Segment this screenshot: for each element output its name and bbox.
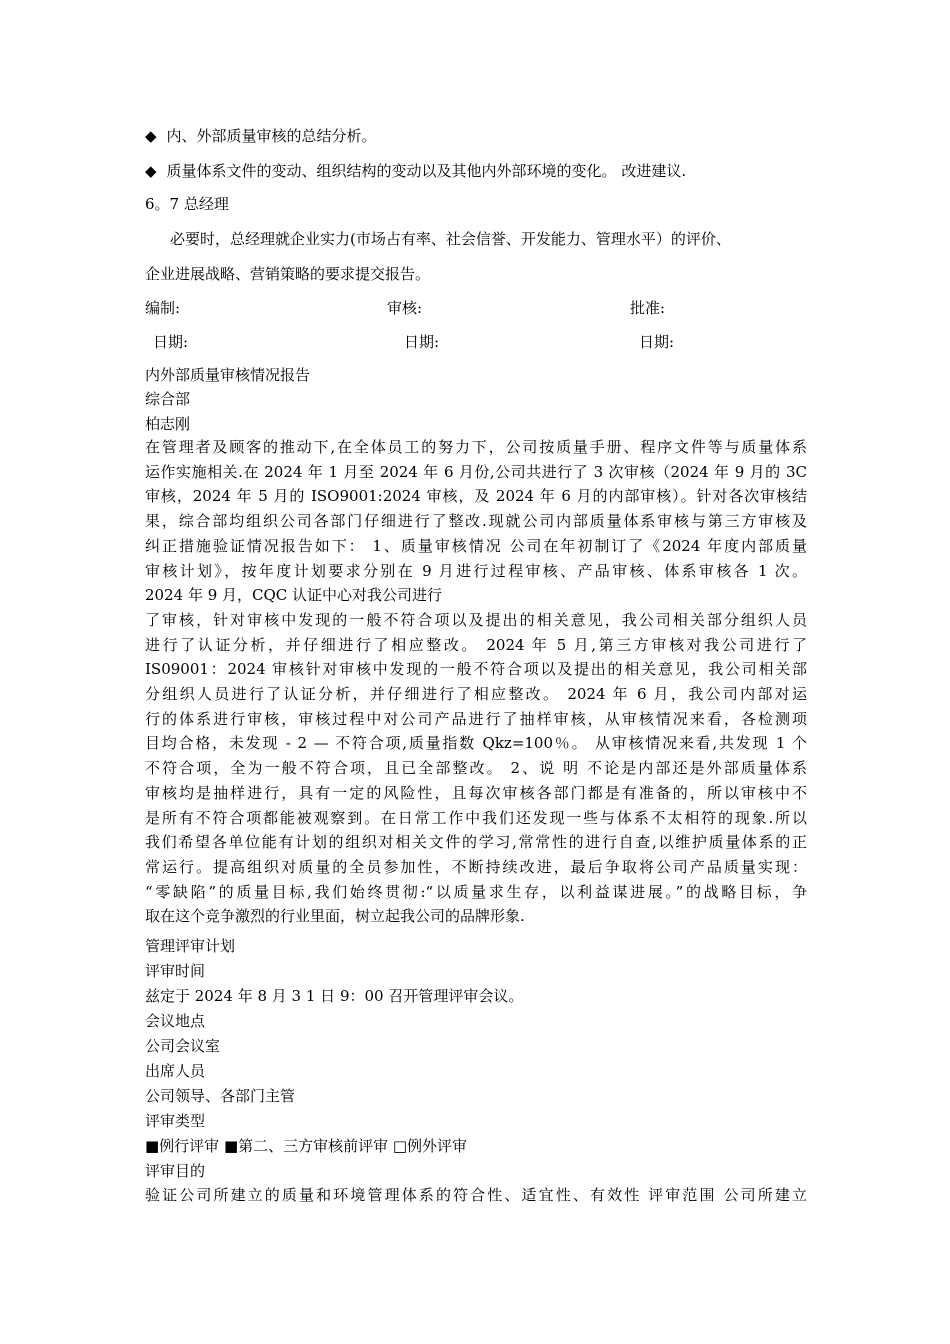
report-body-line: “零缺陷”的质量目标,我们始终贯彻:“以质量求生存，以利益谋进展。”的战略目标，争 bbox=[145, 882, 807, 901]
review-purpose-block bbox=[145, 1183, 807, 1208]
report-title: 内外部质量审核情况报告 bbox=[145, 366, 311, 384]
report-body-line: 2024 年 9 月，CQC 认证中心对我公司进行 bbox=[145, 586, 443, 605]
date-label-2: 日期: bbox=[404, 333, 440, 351]
review-label: 审核: bbox=[387, 299, 423, 317]
review-purpose-label: 评审目的 bbox=[145, 1162, 206, 1180]
bullet-text: 质量体系文件的变动、组织结构的变动以及其他内外部环境的变化。 改进建议. bbox=[166, 162, 687, 180]
approve-label: 批准: bbox=[630, 299, 666, 317]
report-body-line: 常运行。提高组织对质量的全员参加性，不断持续改进，最后争取将公司产品质量实现： bbox=[145, 857, 807, 876]
attendees-label: 出席人员 bbox=[145, 1062, 206, 1080]
report-body-line: 审核，2024 年 5 月的 ISO9001:2024 审核，及 2024 年 6 月的内部审核）。针对各次审核结 bbox=[145, 487, 807, 506]
plan-title: 管理评审计划 bbox=[145, 937, 236, 955]
report-body-line: 运作实施相关.在 2024 年 1 月至 2024 年 6 月份,公司共进行了 3 次审核（2024 年 9 月的 3C bbox=[145, 462, 807, 481]
review-time-label: 评审时间 bbox=[145, 962, 206, 980]
report-body-line: 果，综合部均组织公司各部门仔细进行了整改.现就公司内部质量体系审核与第三方审核及 bbox=[145, 512, 807, 531]
review-type-label: 评审类型 bbox=[145, 1112, 206, 1130]
report-body-line: 目均合格，未发现 - 2 — 不符合项,质量指数 Qkz=100％。 从审核情况来看,共发现 1 个 bbox=[145, 734, 807, 753]
report-body-line: 了审核，针对审核中发现的一般不符合项以及提出的相关意见，我公司相关部分组织人员 bbox=[145, 610, 807, 629]
meeting-place-label: 会议地点 bbox=[145, 1012, 206, 1030]
section-heading: 6。7 总经理 bbox=[145, 195, 229, 213]
report-author: 柏志刚 bbox=[145, 415, 191, 433]
attendees-text: 公司领导、各部门主管 bbox=[145, 1087, 296, 1105]
bullet-item-1 bbox=[145, 126, 377, 146]
report-department: 综合部 bbox=[145, 390, 191, 408]
date-label-3: 日期: bbox=[639, 333, 675, 351]
diamond-bullet-icon: ◆ bbox=[145, 127, 157, 145]
review-type-options: ■例行评审 ■第二、三方审核前评审 □例外评审 bbox=[145, 1137, 468, 1155]
bullet-text: 内、外部质量审核的总结分析。 bbox=[166, 127, 377, 145]
report-body-line: 行的体系进行审核，审核过程中对公司产品进行了抽样审核，从审核情况来看，各检测项 bbox=[145, 709, 807, 728]
report-body bbox=[145, 435, 807, 929]
report-body-line: IS09001：2024 审核针对审核中发现的一般不符合项以及提出的相关意见，我公司相关部 bbox=[145, 660, 807, 679]
meeting-place-text: 公司会议室 bbox=[145, 1037, 221, 1055]
bullet-item-2 bbox=[145, 161, 686, 181]
report-body-line: 进行了认证分析，并仔细进行了相应整改。 2024 年 5 月,第三方审核对我公司进行了 bbox=[145, 635, 807, 654]
report-body-line: 纠正措施验证情况报告如下： 1、质量审核情况 公司在年初制订了《2024 年度内部质量 bbox=[145, 536, 807, 555]
compile-label: 编制: bbox=[145, 299, 181, 317]
report-body-line: 是所有不符合项都能被观察到。在日常工作中我们还发现一些与体系不太相符的现象.所以 bbox=[145, 808, 807, 827]
report-body-line: 分组织人员进行了认证分析，并仔细进行了相应整改。 2024 年 6 月，我公司内部对运 bbox=[145, 685, 807, 704]
review-time-text: 兹定于 2024 年 8 月 3 1 日 9：00 召开管理评审会议。 bbox=[145, 987, 524, 1005]
report-body-line: 审核计划》，按年度计划要求分别在 9 月进行过程审核、产品审核、体系审核各 1 次。 bbox=[145, 561, 807, 580]
section-paragraph-line-1: 必要时，总经理就企业实力(市场占有率、社会信誉、开发能力、管理水平）的评价、 bbox=[170, 230, 731, 248]
report-body-line: 在管理者及顾客的推动下,在全体员工的努力下，公司按质量手册、程序文件等与质量体系 bbox=[145, 438, 807, 456]
report-body-line: 取在这个竞争激烈的行业里面，树立起我公司的品牌形象. bbox=[145, 907, 525, 926]
report-body-line: 我们希望各单位能有计划的组织对相关文件的学习,常常性的进行自查,以维护质量体系的正 bbox=[145, 833, 807, 852]
report-body-line: 不符合项，全为一般不符合项，且已全部整改。 2、说 明 不论是内部还是外部质量体系 bbox=[145, 759, 807, 778]
section-paragraph-line-2: 企业进展战略、营销策略的要求提交报告。 bbox=[145, 265, 431, 283]
date-label-1: 日期: bbox=[153, 333, 189, 351]
report-body-line: 审核均是抽样进行，具有一定的风险性，且每次审核各部门都是有准备的，所以审核中不 bbox=[145, 783, 807, 802]
review-purpose-text: 验证公司所建立的质量和环境管理体系的符合性、适宜性、有效性 评审范围 公司所建立 bbox=[145, 1186, 807, 1204]
diamond-bullet-icon: ◆ bbox=[145, 162, 157, 180]
